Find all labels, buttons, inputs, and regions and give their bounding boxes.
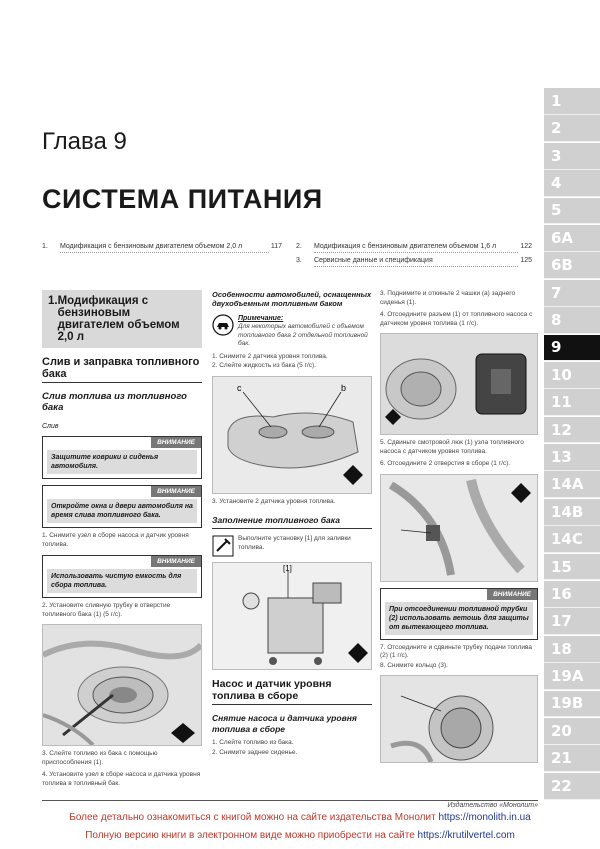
chapter-tab[interactable]: 6А	[544, 225, 600, 252]
label-b: b	[341, 382, 347, 393]
warning-text: Защитите коврики и сиденья автомобиля.	[47, 450, 197, 474]
step-text: 1. Снимите 2 датчика уровня топлива.	[212, 352, 328, 360]
chapter-tab[interactable]: 17	[544, 608, 600, 635]
chapter-tab[interactable]: 20	[544, 718, 600, 745]
fuel-tank-illustration	[43, 625, 201, 745]
warning-text: При отсоединении топливной трубки (2) использовать ветошь для защиты от вытекающего топлива.	[385, 602, 533, 635]
procedure-heading: Слив топлива из топливного бака	[42, 391, 187, 413]
twin-tank-diagram	[212, 376, 372, 494]
warning-label: ВНИМАНИЕ	[151, 556, 201, 567]
step-text: 3. Слейте топливо из бака с помощью приспособления (1).	[42, 750, 158, 766]
step-text: 3. Поднимите и откиньте 2 чашки (а) заднего сиденья (1).	[380, 290, 516, 306]
pump-ring-photo	[380, 675, 538, 763]
toc-item[interactable]	[296, 242, 532, 253]
step-text: 5. Сдвиньте смотровой люк (1) узла топливного насоса с датчиком уровня топлива.	[380, 439, 524, 455]
section-title: Модификация с бензиновым двигателем объемом 2,0 л	[57, 295, 180, 343]
step-text: Выполните установку [1] для заливки топлива.	[238, 535, 351, 551]
promo-line-2	[0, 830, 600, 841]
toc-left	[42, 242, 282, 256]
chapter-tab[interactable]: 12	[544, 417, 600, 444]
chapter-tab[interactable]: 9	[544, 335, 600, 362]
publisher: Издательство «Монолит»	[447, 802, 538, 809]
step-heading: Слив	[42, 423, 59, 430]
fuel-lines-photo	[380, 474, 538, 582]
chapter-label: Глава 9	[42, 128, 127, 155]
note-block	[212, 314, 372, 349]
note-block	[212, 535, 372, 557]
note-car-icon	[212, 314, 234, 336]
toc-page: 117	[270, 243, 282, 250]
toc-right	[296, 242, 532, 270]
page-title: СИСТЕМА ПИТАНИЯ	[42, 184, 323, 214]
chapter-tab[interactable]: 4	[544, 170, 600, 197]
chapter-tab[interactable]: 1	[544, 88, 600, 115]
filling-diagram	[212, 562, 372, 670]
pump-connector-photo	[380, 333, 538, 435]
promo-line-1	[0, 812, 600, 823]
toc-text: Сервисные данные и спецификация	[314, 256, 518, 267]
step-text: 7. Отсоедините и сдвиньте трубку подачи топлива (2) (1 г/с).	[380, 643, 532, 659]
procedure-heading: Снятие насоса и датчика уровня топлива в сборе	[212, 713, 357, 734]
step-text: 2. Слейте жидкость из бака (5 г/с).	[212, 362, 317, 369]
step-text: 8. Снимите кольцо (3).	[380, 661, 448, 669]
toc-num: 1.	[42, 243, 48, 250]
subsection-heading: Заполнение топливного бака	[212, 514, 372, 529]
note-title: Примечание:	[238, 315, 284, 322]
warning-box	[42, 485, 202, 528]
warning-box	[42, 436, 202, 479]
chapter-tab[interactable]: 18	[544, 636, 600, 663]
chapter-tab[interactable]: 19В	[544, 691, 600, 718]
tool-icon	[212, 535, 234, 557]
step-text: 6. Отсоедините 2 отверстия в сборе (1 г/с).	[380, 460, 511, 467]
chapter-tab[interactable]: 11	[544, 389, 600, 416]
warning-label: ВНИМАНИЕ	[151, 486, 201, 497]
warning-box	[42, 555, 202, 598]
toc-num: 2.	[296, 243, 302, 250]
section-header	[42, 290, 202, 348]
warning-label: ВНИМАНИЕ	[487, 589, 537, 600]
step-text: 4. Отсоедините разъем (1) от топливного насоса с датчиком уровня топлива (1 г/с).	[380, 311, 533, 327]
chapter-tab[interactable]: 14А	[544, 471, 600, 498]
step-text: 2. Снимите заднее сиденье.	[212, 748, 298, 756]
chapter-tab[interactable]: 21	[544, 745, 600, 772]
chapter-tab[interactable]: 10	[544, 362, 600, 389]
step-text: 2. Установите сливную трубку в отверстие топливного бака (1) (5 г/с).	[42, 602, 171, 618]
promo-text: Полную версию книги в электронном виде можно приобрести на сайте	[85, 830, 415, 841]
chapter-tab[interactable]: 15	[544, 554, 600, 581]
warning-text: Использовать чистую емкость для сбора топлива.	[47, 569, 197, 593]
toc-num: 3.	[296, 257, 302, 264]
column-2	[212, 290, 372, 757]
chapter-tab[interactable]: 14С	[544, 526, 600, 553]
toc-text: Модификация с бензиновым двигателем объемом 1,6 л	[314, 242, 518, 253]
chapter-tab[interactable]: 19А	[544, 663, 600, 690]
label-c: c	[237, 382, 242, 393]
toc-page: 125	[520, 257, 532, 264]
chapter-tab[interactable]: 2	[544, 115, 600, 142]
toc-page: 122	[520, 243, 532, 250]
promo-link[interactable]: https://monolith.in.ua	[438, 812, 531, 823]
toc-text: Модификация с бензиновым двигателем объемом 2,0 л	[60, 242, 269, 253]
promo-text: Более детально ознакомиться с книгой можно на сайте издательства Монолит	[69, 812, 436, 823]
chapter-tabs	[544, 88, 600, 800]
chapter-tab[interactable]: 5	[544, 198, 600, 225]
chapter-tab[interactable]: 14В	[544, 499, 600, 526]
chapter-tab[interactable]: 16	[544, 581, 600, 608]
column-1	[42, 290, 202, 788]
step-text: 1. Слейте топливо из бака.	[212, 739, 294, 746]
chapter-tab[interactable]: 3	[544, 143, 600, 170]
section-number: 1.	[48, 295, 58, 307]
promo-link[interactable]: https://krutilvertel.com	[417, 830, 515, 841]
toc-item[interactable]	[296, 256, 532, 267]
toc-item[interactable]	[42, 242, 282, 253]
fuel-tank-photo	[42, 624, 202, 746]
chapter-tab[interactable]: 7	[544, 280, 600, 307]
note-text: Для некоторых автомобилей с объемом топливного бака 2 отдельной топливной бак.	[238, 323, 368, 347]
warning-box	[380, 588, 538, 640]
subsection-heading: Насос и датчик уровня топлива в сборе	[212, 678, 372, 705]
warning-label: ВНИМАНИЕ	[151, 437, 201, 448]
label-1: [1]	[283, 564, 292, 573]
step-text: 4. Установите узел в сборе насоса и датчика уровня топлива в топливный бак.	[42, 771, 201, 787]
step-text: 3. Установите 2 датчика уровня топлива.	[212, 497, 336, 505]
step-text: 1. Снимите узел в сборе насоса и датчик уровня топлива.	[42, 532, 189, 548]
subsection-heading: Слив и заправка топливного бака	[42, 356, 202, 383]
column-3	[380, 290, 538, 763]
warning-text: Откройте окна и двери автомобиля на время слива топливного бака.	[47, 499, 197, 523]
chapter-tab[interactable]: 13	[544, 444, 600, 471]
chapter-tab[interactable]: 22	[544, 773, 600, 800]
chapter-tab[interactable]: 8	[544, 307, 600, 334]
chapter-tab[interactable]: 6В	[544, 252, 600, 279]
footer-divider	[42, 800, 538, 801]
procedure-heading: Особенности автомобилей, оснащенных двухобъемным топливным баком	[212, 290, 372, 308]
